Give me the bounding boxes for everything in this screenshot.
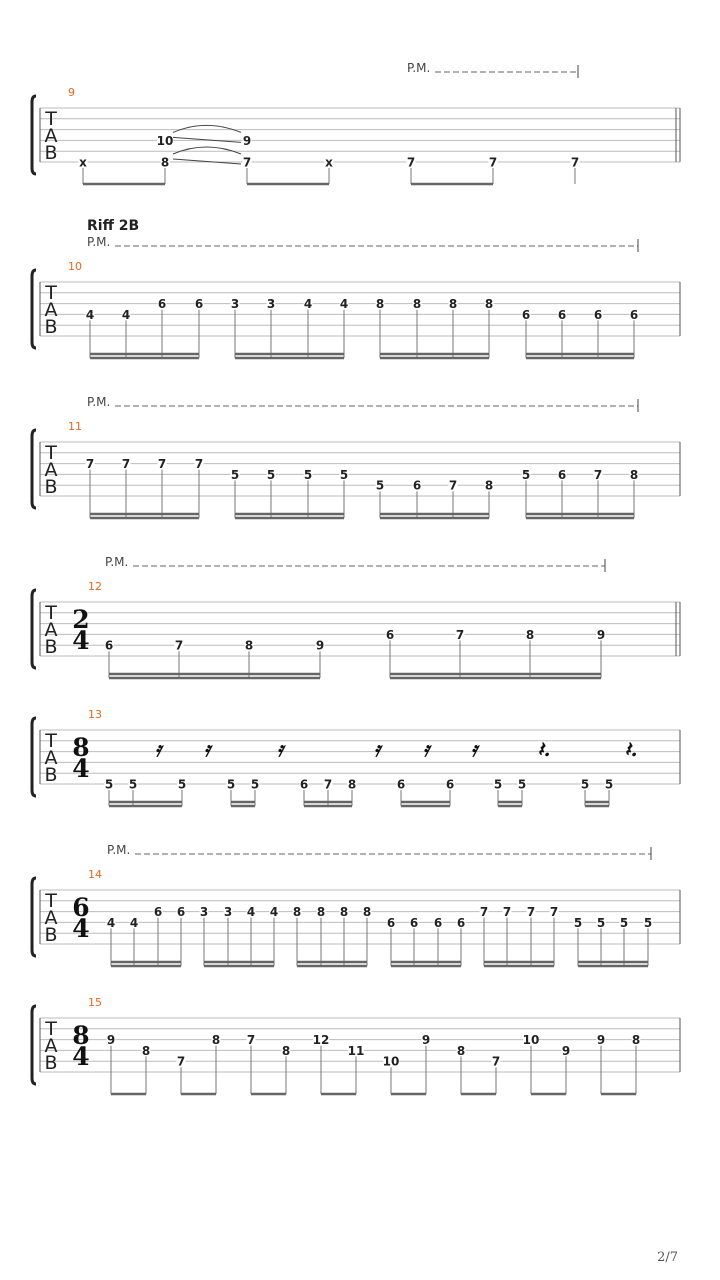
fret-number: 6 <box>194 297 204 312</box>
tab-letter: B <box>44 764 58 786</box>
fret-number: 5 <box>250 777 260 792</box>
fret-number: 5 <box>226 777 236 792</box>
fret-number: 5 <box>517 777 527 792</box>
tab-letter: T <box>45 1018 57 1040</box>
fret-number: 9 <box>421 1033 431 1048</box>
fret-number: 5 <box>230 467 240 482</box>
tab-letter: T <box>45 108 57 130</box>
fret-number: 7 <box>491 1054 501 1069</box>
tab-letter: A <box>44 1035 58 1057</box>
system-bracket <box>32 96 36 174</box>
measure-number: 9 <box>68 86 75 99</box>
fret-number: 8 <box>629 467 639 482</box>
tab-letter: A <box>44 299 58 321</box>
fret-number: 6 <box>412 478 422 493</box>
measure-number: 15 <box>88 996 102 1009</box>
fret-number: 5 <box>375 478 385 493</box>
tab-letter: B <box>44 476 58 498</box>
measure-number: 10 <box>68 260 82 273</box>
fret-number: 8 <box>525 627 535 642</box>
page-number: 2/7 <box>657 1250 678 1265</box>
fret-number: 5 <box>177 777 187 792</box>
fret-number: 5 <box>104 777 114 792</box>
rest-symbol: 𝄽. <box>624 737 638 761</box>
tab-letter: A <box>44 459 58 481</box>
fret-number: 4 <box>85 307 95 322</box>
fret-number: 5 <box>596 915 606 930</box>
fret-number: 7 <box>455 627 465 642</box>
tab-letter: T <box>45 602 57 624</box>
fret-number: 5 <box>643 915 653 930</box>
time-signature-bottom: 4 <box>72 754 90 783</box>
time-signature-bottom: 4 <box>72 1042 90 1071</box>
system-bracket <box>32 718 36 796</box>
fret-number: 5 <box>619 915 629 930</box>
palm-mute-label: P.M. <box>407 61 431 75</box>
fret-number: 7 <box>176 1054 186 1069</box>
fret-number: 6 <box>299 777 309 792</box>
fret-number: 10 <box>156 133 174 148</box>
fret-number: 5 <box>303 467 313 482</box>
tie-arc <box>173 147 241 154</box>
tab-letter: T <box>45 282 57 304</box>
fret-number: 8 <box>484 297 494 312</box>
fret-number: 9 <box>315 638 325 653</box>
tab-letter: B <box>44 636 58 658</box>
fret-number: 4 <box>106 915 116 930</box>
tab-letter: A <box>44 619 58 641</box>
fret-number: 8 <box>339 905 349 920</box>
fret-number: 6 <box>629 307 639 322</box>
fret-number: 4 <box>246 905 256 920</box>
rest-symbol: 𝄿 <box>203 737 211 761</box>
system-bracket <box>32 270 36 348</box>
fret-number: 8 <box>292 905 302 920</box>
fret-number: 5 <box>573 915 583 930</box>
fret-number: 8 <box>375 297 385 312</box>
measure-number: 13 <box>88 708 102 721</box>
rest-symbol: 𝄿 <box>373 737 381 761</box>
fret-number: 7 <box>323 777 333 792</box>
fret-number: 10 <box>522 1033 540 1048</box>
tab-letter: B <box>44 316 58 338</box>
fret-number: 8 <box>362 905 372 920</box>
time-signature-top: 8 <box>72 1021 90 1050</box>
fret-number: 8 <box>456 1043 466 1058</box>
fret-number: 7 <box>194 457 204 472</box>
tab-letter: T <box>45 890 57 912</box>
fret-number: 6 <box>433 915 443 930</box>
tab-letter: A <box>44 125 58 147</box>
fret-number: 4 <box>339 297 349 312</box>
fret-number: 4 <box>269 905 279 920</box>
fret-number: 6 <box>557 307 567 322</box>
fret-number: 8 <box>244 638 254 653</box>
fret-number: 7 <box>488 155 498 170</box>
fret-number: 8 <box>347 777 357 792</box>
fret-number: 6 <box>385 627 395 642</box>
rest-symbol: 𝄿 <box>422 737 430 761</box>
rest-symbol: 𝄽. <box>537 737 551 761</box>
fret-number: 8 <box>484 478 494 493</box>
rest-symbol: 𝄿 <box>154 737 162 761</box>
fret-number: 7 <box>593 467 603 482</box>
palm-mute-label: P.M. <box>87 395 111 409</box>
fret-number: 9 <box>596 1033 606 1048</box>
fret-number: 7 <box>85 457 95 472</box>
fret-number: 7 <box>502 905 512 920</box>
tab-letter: T <box>45 442 57 464</box>
fret-number: 7 <box>549 905 559 920</box>
palm-mute-label: P.M. <box>105 555 129 569</box>
rest-symbol: 𝄿 <box>470 737 478 761</box>
fret-number: 7 <box>157 457 167 472</box>
fret-number: 3 <box>266 297 276 312</box>
tie-arc <box>173 125 241 132</box>
time-signature-bottom: 4 <box>72 914 90 943</box>
fret-number: 7 <box>406 155 416 170</box>
fret-number: 8 <box>631 1033 641 1048</box>
fret-number: 3 <box>199 905 209 920</box>
tab-letter: B <box>44 142 58 164</box>
fret-number: 7 <box>526 905 536 920</box>
rest-symbol: 𝄿 <box>276 737 284 761</box>
fret-number: 8 <box>281 1043 291 1058</box>
fret-number: 8 <box>160 155 170 170</box>
fret-number: x <box>79 155 87 170</box>
fret-number: 6 <box>396 777 406 792</box>
fret-number: 7 <box>570 155 580 170</box>
fret-number: 5 <box>580 777 590 792</box>
fret-number: 7 <box>448 478 458 493</box>
fret-number: 5 <box>266 467 276 482</box>
measure-number: 12 <box>88 580 102 593</box>
tab-letter: B <box>44 1052 58 1074</box>
tab-letter: T <box>45 730 57 752</box>
time-signature-top: 8 <box>72 733 90 762</box>
time-signature-top: 6 <box>72 893 90 922</box>
fret-number: 7 <box>479 905 489 920</box>
time-signature-top: 2 <box>72 605 90 634</box>
palm-mute-label: P.M. <box>107 843 131 857</box>
fret-number: 5 <box>339 467 349 482</box>
fret-number: 5 <box>604 777 614 792</box>
fret-number: 6 <box>521 307 531 322</box>
fret-number: 11 <box>347 1043 365 1058</box>
fret-number: 6 <box>445 777 455 792</box>
fret-number: 6 <box>153 905 163 920</box>
measure-number: 11 <box>68 420 82 433</box>
fret-number: 6 <box>104 638 114 653</box>
system-bracket <box>32 878 36 956</box>
fret-number: 8 <box>141 1043 151 1058</box>
fret-number: 3 <box>223 905 233 920</box>
fret-number: 6 <box>409 915 419 930</box>
fret-number: 5 <box>128 777 138 792</box>
fret-number: 8 <box>448 297 458 312</box>
tab-letter: A <box>44 907 58 929</box>
fret-number: 9 <box>242 133 252 148</box>
fret-number: 9 <box>561 1043 571 1058</box>
riff-label: Riff 2B <box>87 218 140 234</box>
fret-number: 12 <box>312 1033 330 1048</box>
time-signature-bottom: 4 <box>72 626 90 655</box>
fret-number: 7 <box>246 1033 256 1048</box>
fret-number: 8 <box>412 297 422 312</box>
fret-number: 5 <box>493 777 503 792</box>
fret-number: 6 <box>176 905 186 920</box>
system-bracket <box>32 430 36 508</box>
fret-number: 6 <box>386 915 396 930</box>
fret-number: 4 <box>303 297 313 312</box>
fret-number: 3 <box>230 297 240 312</box>
fret-number: 4 <box>129 915 139 930</box>
fret-number: 9 <box>106 1033 116 1048</box>
fret-number: 7 <box>121 457 131 472</box>
measure-number: 14 <box>88 868 102 881</box>
fret-number: x <box>325 155 333 170</box>
tab-letter: B <box>44 924 58 946</box>
fret-number: 6 <box>157 297 167 312</box>
fret-number: 6 <box>593 307 603 322</box>
tab-letter: A <box>44 747 58 769</box>
system-bracket <box>32 1006 36 1084</box>
fret-number: 7 <box>174 638 184 653</box>
palm-mute-label: P.M. <box>87 235 111 249</box>
system-bracket <box>32 590 36 668</box>
fret-number: 6 <box>557 467 567 482</box>
fret-number: 8 <box>211 1033 221 1048</box>
fret-number: 10 <box>382 1054 400 1069</box>
fret-number: 5 <box>521 467 531 482</box>
fret-number: 8 <box>316 905 326 920</box>
fret-number: 7 <box>242 155 252 170</box>
fret-number: 6 <box>456 915 466 930</box>
fret-number: 9 <box>596 627 606 642</box>
fret-number: 4 <box>121 307 131 322</box>
